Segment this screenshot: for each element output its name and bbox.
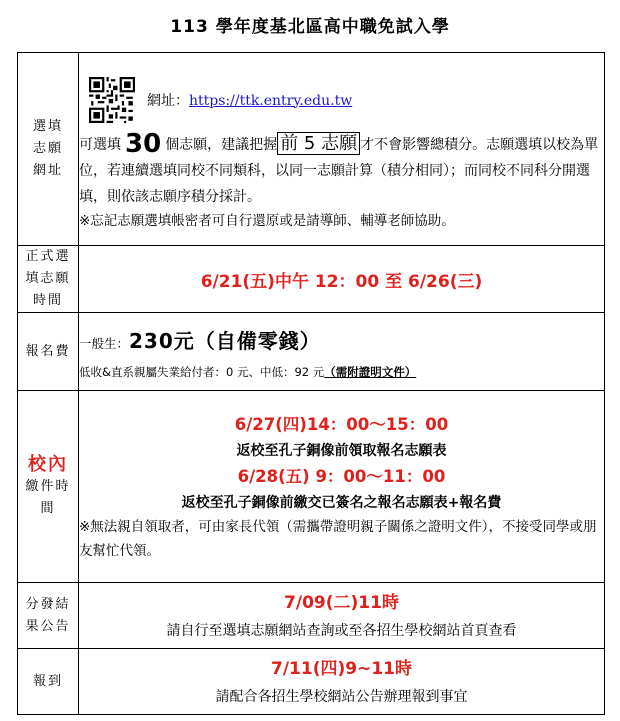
row-fee (18, 313, 605, 391)
content-school-submission (79, 391, 605, 583)
content-fee (79, 313, 605, 391)
content-official-time (79, 246, 605, 313)
label-fee: 報名費 (18, 313, 79, 391)
qr-code-icon (89, 77, 135, 123)
url-line (89, 77, 604, 123)
reduced-fee-text: 低收&直系親屬失業給付者：0 元、中低：92 元 (79, 365, 325, 379)
rules-text-b: 個志願，建議把握 (165, 136, 278, 153)
submit-time: 6/28(五) 9：00～11：00 (237, 466, 446, 486)
general-fee-prefix: 一般生： (79, 336, 130, 351)
pickup-desc: 返校至孔子銅像前領取報名志願表 (236, 442, 447, 459)
row-result-announcement (18, 583, 605, 649)
content-result-announcement (79, 583, 605, 649)
label-line-1: 正式選 (25, 249, 71, 264)
page-title: 113 學年度基北區高中職免試入學 (170, 17, 450, 37)
reduced-fee-line (79, 364, 604, 380)
label-line-3: 間 (40, 500, 56, 516)
official-time-value: 6/21(五)中午 12：00 至 6/26(三) (200, 271, 483, 292)
content-url (79, 53, 605, 246)
label-url-text: 選填志願網址 (32, 119, 63, 178)
report-desc: 請配合各招生學校網站公告辦理報到事宜 (215, 688, 468, 705)
label-line-2: 繳件時 (25, 478, 71, 494)
row-report (18, 649, 605, 715)
label-line-2: 填志願 (25, 271, 71, 286)
proxy-note: ※無法親自領取者，可由家長代領（需攜帶證明親子關係之證明文件），不接受同學或朋友幫忙代領。 (79, 518, 597, 559)
rules-text-a: 可選填 (79, 136, 121, 153)
row-school-submission (18, 391, 605, 583)
report-time: 7/11(四)9~11時 (271, 658, 412, 679)
pickup-time: 6/27(四)14：00～15：00 (234, 414, 449, 434)
label-official-time (18, 246, 79, 313)
general-fee-line (79, 325, 604, 354)
url-label (147, 90, 352, 110)
proof-required-text: （需附證明文件） (324, 365, 417, 379)
entry-url-link[interactable]: https://ttk.entry.edu.tw (189, 92, 353, 109)
choice-count: 30 (125, 128, 162, 159)
choice-rules-paragraph (79, 128, 604, 210)
admission-schedule-table (17, 52, 605, 715)
top-five-box: 前 5 志願 (277, 132, 360, 155)
label-url (18, 53, 79, 246)
row-official-time (18, 246, 605, 313)
row-url (18, 53, 605, 246)
label-school: 校內 (28, 453, 68, 475)
label-line-2: 果公告 (25, 618, 71, 634)
label-report: 報到 (18, 649, 79, 715)
label-line-1: 分發結 (25, 596, 71, 612)
password-note: ※忘記志願選填帳密者可自行還原或是請導師、輔導老師協助。 (79, 212, 455, 229)
label-line-3: 時間 (32, 293, 63, 308)
result-desc: 請自行至選填志願網站查詢或至各招生學校網站首頁查看 (166, 622, 517, 639)
rules-text-c: 才不會影響總積分。志願選填以校為單位，若連續選填同校不同類科，以同一志願計算（積分相同）；而同校不同科分開選填，則依該志願序積分採計。 (79, 136, 599, 205)
result-time: 7/09(二)11時 (284, 592, 399, 613)
submit-desc: 返校至孔子銅像前繳交已簽名之報名志願表+報名費 (181, 494, 502, 511)
content-report (79, 649, 605, 715)
label-school-submission (18, 391, 79, 583)
url-label-text: 網址： (147, 92, 189, 109)
general-fee-value: 230元（自備零錢） (129, 329, 321, 353)
label-result-announcement (18, 583, 79, 649)
